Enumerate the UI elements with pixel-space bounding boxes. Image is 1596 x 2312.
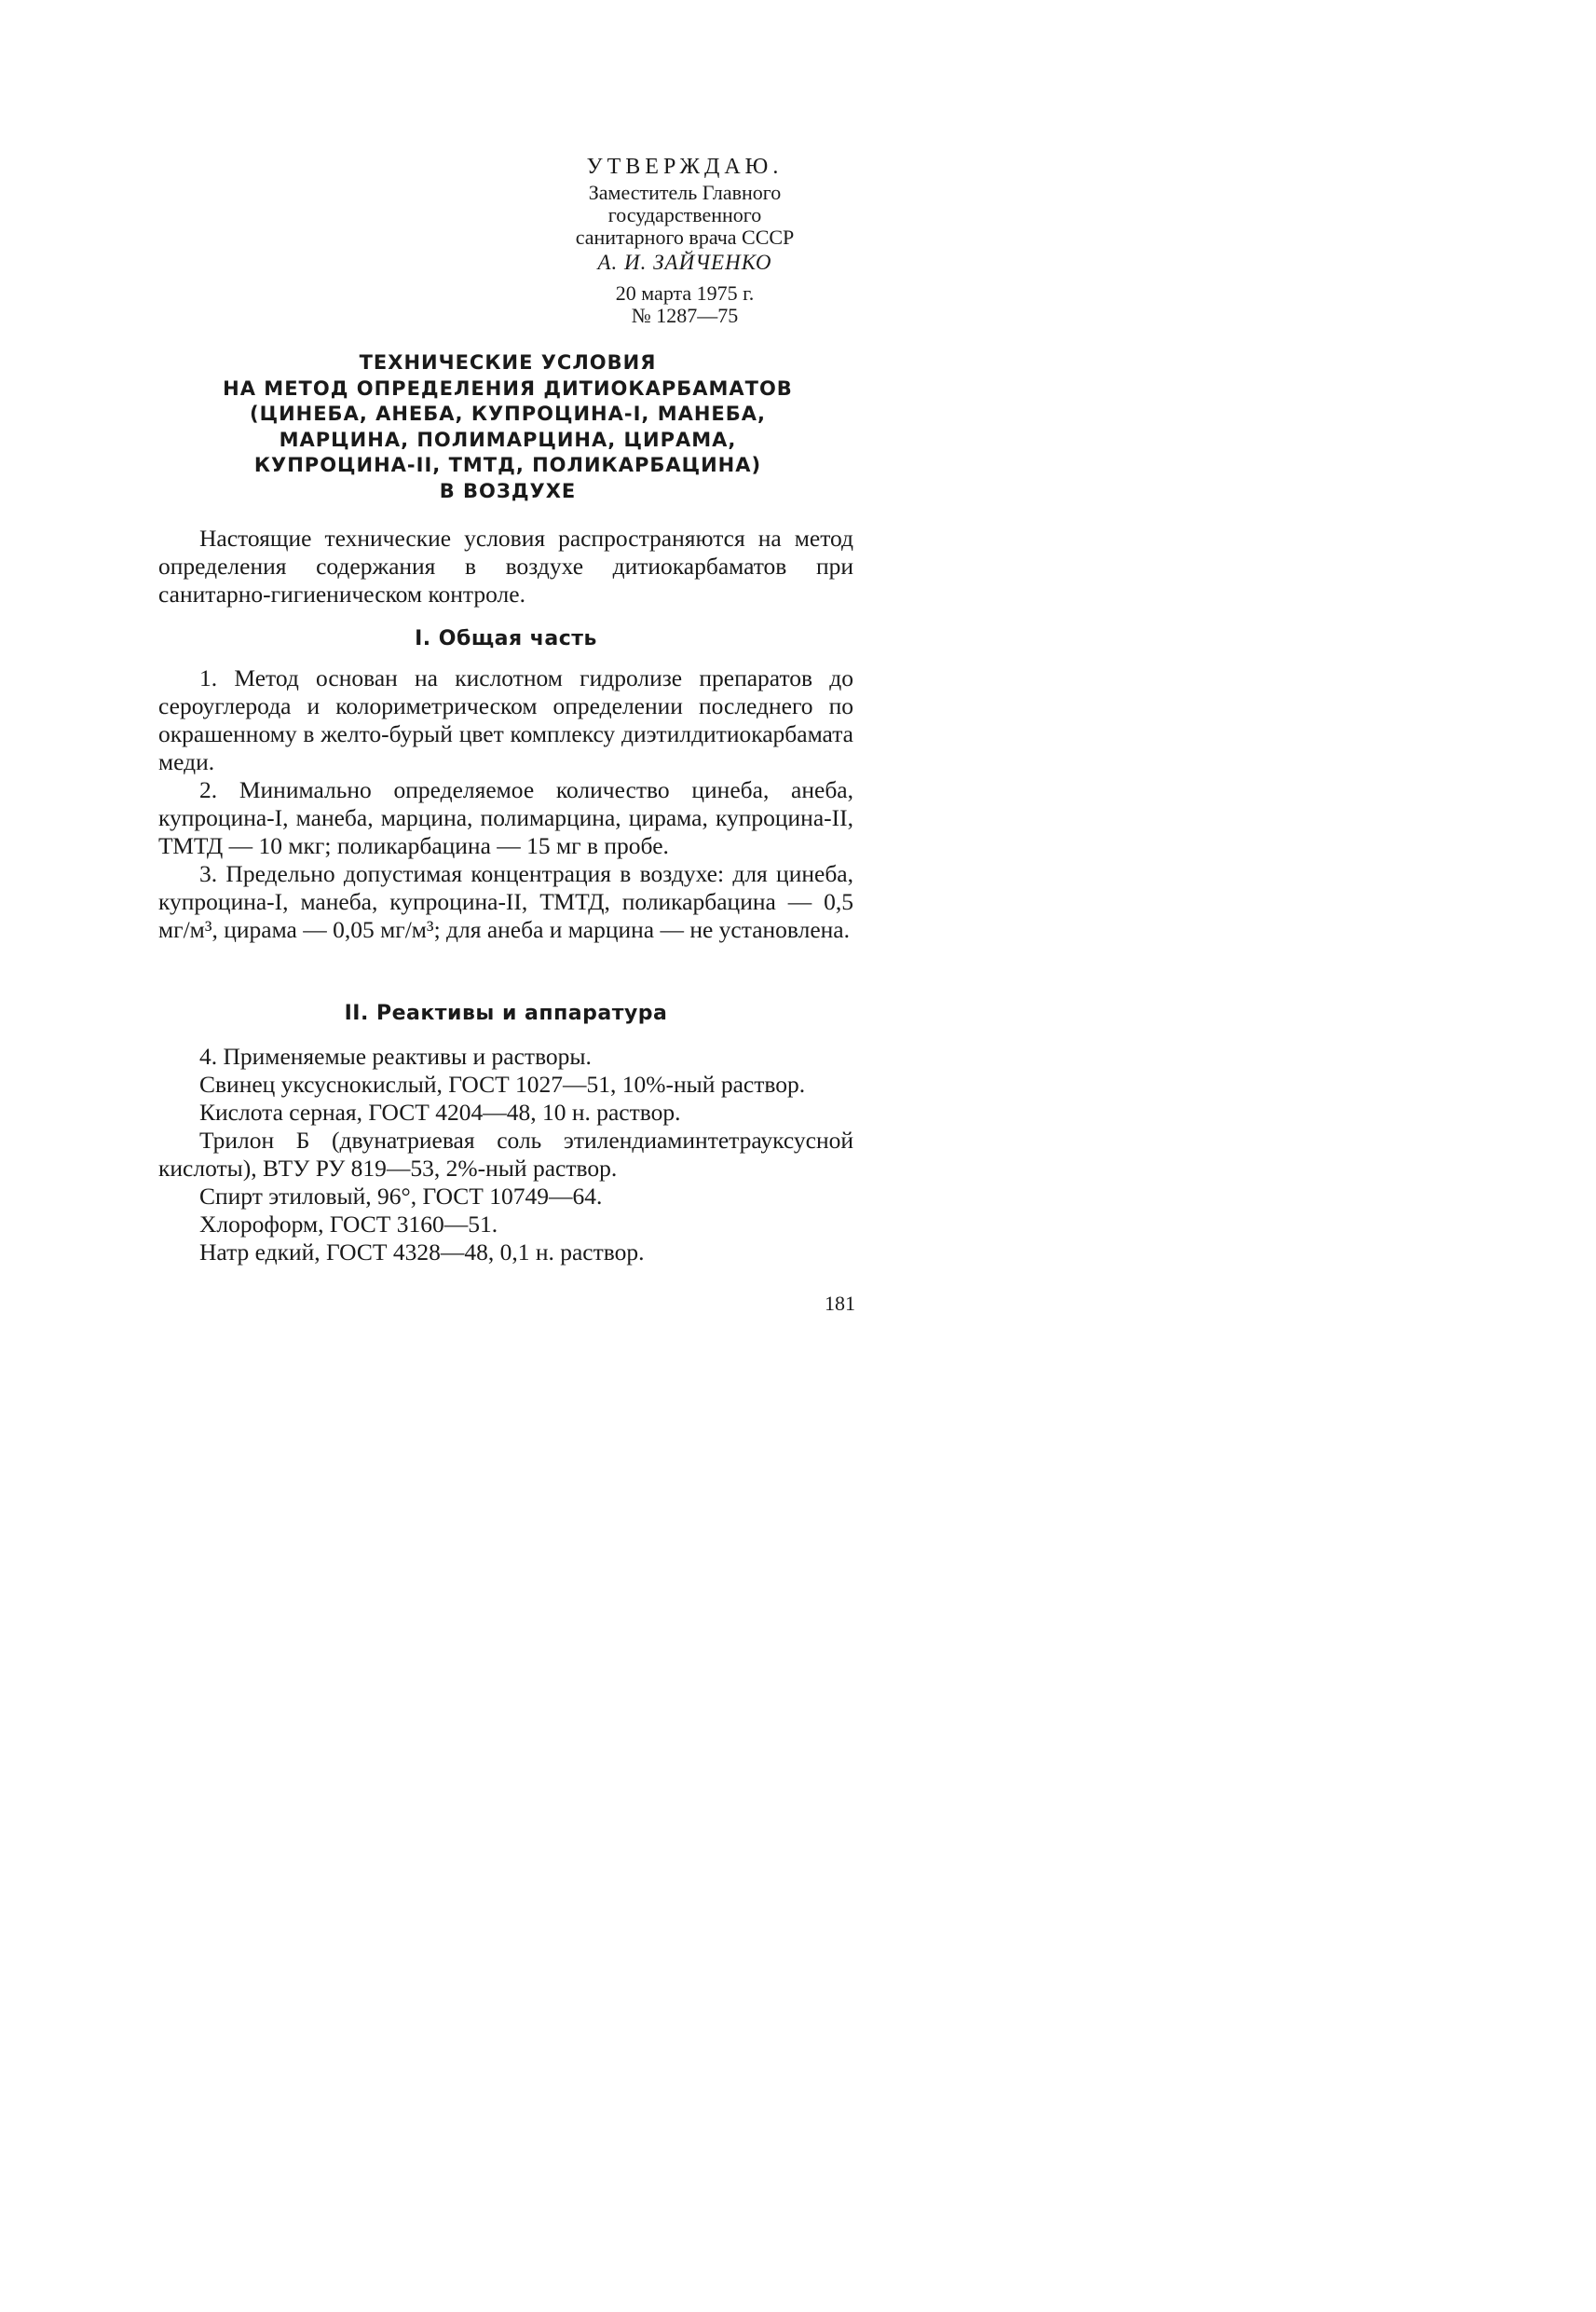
paragraph: 2. Минимально определяемое количество цинеба, анеба, купроцина-I, манеба, марцина, полимарцина, цирама, купроцина-II, ТМТД — 10 мкг; поликарбацина — 15 мг в пробе.	[158, 776, 853, 859]
intro-paragraph-block	[158, 525, 853, 609]
title-line: МАРЦИНА, ПОЛИМАРЦИНА, ЦИРАМА,	[279, 428, 737, 451]
title-line: ТЕХНИЧЕСКИЕ УСЛОВИЯ	[359, 351, 657, 374]
section1-body	[158, 664, 853, 944]
section-heading: II. Реактивы и аппаратура	[344, 1002, 668, 1025]
title-line: (ЦИНЕБА, АНЕБА, КУПРОЦИНА-I, МАНЕБА,	[249, 403, 767, 425]
title-line: НА МЕТОД ОПРЕДЕЛЕНИЯ ДИТИОКАРБАМАТОВ	[223, 376, 793, 400]
paragraph: 4. Применяемые реактивы и растворы.	[199, 1043, 592, 1070]
paragraph: Кислота серная, ГОСТ 4204—48, 10 н. раствор.	[199, 1099, 681, 1126]
approval-block	[559, 152, 811, 327]
document-page	[0, 0, 1010, 1464]
approver-position-line: Заместитель Главного	[588, 181, 782, 204]
approver-position-line: государственного	[607, 203, 762, 226]
paragraph: Трилон Б (двунатриевая соль этилендиаминтетрауксусной кислоты), ВТУ РУ 819—53, 2%-ный раствор.	[158, 1127, 853, 1182]
approver-position-line: санитарного врача СССР	[575, 226, 795, 249]
section-heading: I. Общая часть	[415, 627, 597, 650]
approver-name: А. И. ЗАЙЧЕНКО	[597, 251, 772, 274]
paragraph: Хлороформ, ГОСТ 3160—51.	[199, 1211, 498, 1238]
title-line: КУПРОЦИНА-II, ТМТД, ПОЛИКАРБАЦИНА)	[253, 454, 762, 476]
paragraph: 1. Метод основан на кислотном гидролизе препаратов до сероуглерода и колориметрическом определении последнего по окрашенному в желто-бурый цвет комплексу диэтилдитиокарбамата меди.	[158, 664, 853, 775]
paragraph: Свинец уксуснокислый, ГОСТ 1027—51, 10%-ный раствор.	[199, 1071, 806, 1098]
approval-number: № 1287—75	[631, 304, 739, 327]
approval-heading: УТВЕРЖДАЮ.	[586, 155, 784, 179]
section2-body	[158, 1043, 853, 1266]
paragraph: Спирт этиловый, 96°, ГОСТ 10749—64.	[199, 1183, 603, 1210]
page-number: 181	[825, 1292, 855, 1315]
paragraph: Натр едкий, ГОСТ 4328—48, 0,1 н. раствор.	[199, 1238, 645, 1265]
title-line: В ВОЗДУХЕ	[439, 479, 577, 502]
intro-paragraph: Настоящие технические условия распространяются на метод определения содержания в воздухе дитиокарбаматов при санитарно-гигиеническом контроле.	[158, 525, 853, 608]
approval-date: 20 марта 1975 г.	[615, 281, 755, 305]
document-title	[186, 350, 829, 504]
paragraph: 3. Предельно допустимая концентрация в воздухе: для цинеба, купроцина-I, манеба, купроцина-II, ТМТД, поликарбацина — 0,5 мг/м³, цирама — 0,05 мг/м³; для анеба и марцина — не установлена.	[158, 860, 853, 943]
